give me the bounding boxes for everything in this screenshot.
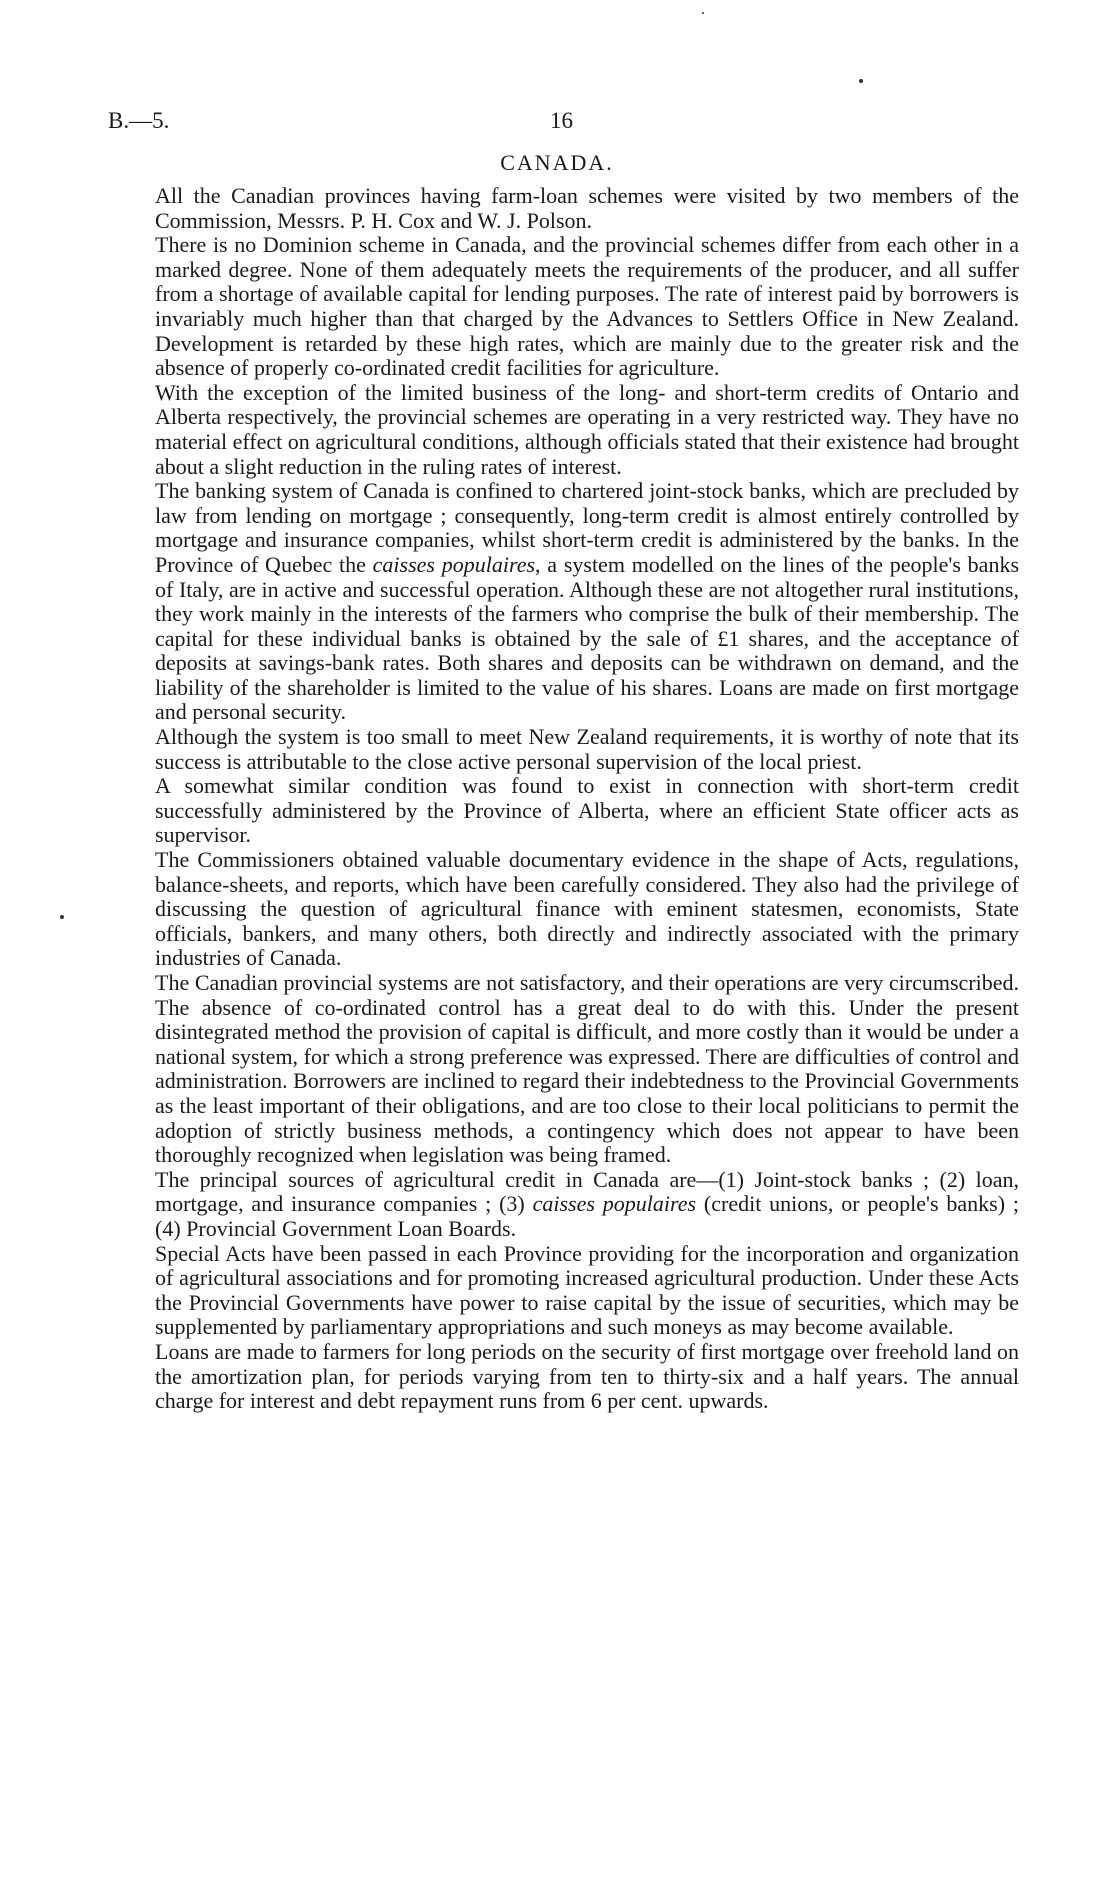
paragraph [155, 381, 1019, 479]
text-run: There is no Dominion scheme in Canada, and the provincial schemes differ from each other in a marked degree. None of them adequately meets the requirements of the producer, and all suffer from a shortage of available capital for lending purposes. The rate of interest paid by borrowers is invariably much higher than that charged by the Advances to Settlers Office in New Zealand. Development is retarded by these high rates, which are mainly due to the greater risk and the absence of properly co-ordinated credit facilities for agriculture. [155, 232, 1019, 381]
italic-text: caisses populaires [372, 551, 536, 577]
paragraph [155, 1168, 1019, 1242]
paragraph [155, 233, 1019, 381]
page-number: 16 [550, 108, 573, 133]
speck-mark [859, 79, 863, 83]
paragraph [155, 774, 1019, 848]
section-title: CANADA. [500, 150, 614, 175]
paragraph [155, 479, 1019, 725]
text-run: The Canadian provincial systems are not satisfactory, and their operations are very circumscribed. The absence of co-ordinated control has a great deal to do with this. Under the present disintegrated method the provision of capital is difficult, and more costly than it would be under a national system, for which a strong preference was expressed. There are difficulties of control and administration. Borrowers are inclined to regard their indebtedness to the Provincial Governments as the least important of their obligations, and are too close to their local politicians to permit the adoption of strictly business methods, a contingency which does not appear to have been thoroughly recognized when legislation was being framed. [155, 970, 1019, 1168]
text-run: A somewhat similar condition was found to exist in connection with short-term credit successfully administered by the Province of Alberta, where an efficient State officer acts as supervisor. [155, 773, 1019, 848]
document-body [155, 184, 1019, 1414]
speck-mark [702, 12, 704, 14]
text-run: Although the system is too small to meet New Zealand requirements, it is worthy of note that its success is attributable to the close active personal supervision of the local priest. [155, 724, 1019, 774]
paragraph [155, 184, 1019, 233]
text-run: Special Acts have been passed in each Province providing for the incorporation and organization of agricultural associations and for promoting increased agricultural production. Under these Acts the Provincial Governments have power to raise capital by the issue of securities, which may be supplemented by parliamentary appropriations and such moneys as may become available. [155, 1240, 1019, 1340]
page-header [108, 108, 1008, 148]
paragraph [155, 971, 1019, 1168]
text-run: (credit unions, or people's banks) ; (4) Provincial Government Loan Boards. [155, 1191, 1020, 1241]
text-run: All the Canadian provinces having farm-loan schemes were visited by two members of the Commission, Messrs. P. H. Cox and W. J. Polson. [155, 183, 1019, 233]
paragraph [155, 1242, 1019, 1340]
document-reference: B.—5. [108, 108, 170, 133]
text-run: Loans are made to farmers for long periods on the security of first mortgage over freehold land on the amortization plan, for periods varying from ten to thirty-six and a half years. The annual charge for interest and debt repayment runs from 6 per cent. upwards. [155, 1338, 1019, 1414]
text-run: With the exception of the limited business of the long- and short-term credits of Ontario and Alberta respectively, the provincial schemes are operating in a very restricted way. They have no material effect on agricultural conditions, although officials stated that their existence had brought about a slight reduction in the ruling rates of interest. [155, 379, 1019, 479]
italic-text: caisses populaires [532, 1191, 697, 1217]
speck-mark [60, 915, 64, 919]
text-run: , a system modelled on the lines of the people's banks of Italy, are in active and successful operation. Although these are not altogether rural institutions, they work mainly in the interests of the farmers who comprise the bulk of their membership. The capital for these individual banks is obtained by the sale of £1 shares, and the acceptance of deposits at savings-bank rates. Both shares and deposits can be withdrawn on demand, and the liability of the shareholder is limited to the value of his shares. Loans are made on first mortgage and personal security. [155, 551, 1020, 725]
text-run: The banking system of Canada is confined to chartered joint-stock banks, which are precluded by law from lending on mortgage ; consequently, long-term credit is almost entirely controlled by mortgage and insurance companies, whilst short-term credit is administered by the banks. In the Province of Quebec the [155, 478, 1019, 577]
paragraph [155, 725, 1019, 774]
paragraph [155, 848, 1019, 971]
text-run: The principal sources of agricultural credit in Canada are—(1) Joint-stock banks ; (2) loan, mortgage, and insurance companies ; (3) [155, 1166, 1019, 1217]
paragraph [155, 1340, 1019, 1414]
text-run: The Commissioners obtained valuable documentary evidence in the shape of Acts, regulations, balance-sheets, and reports, which have been carefully considered. They also had the privilege of discussing the question of agricultural finance with eminent statesmen, economists, State officials, bankers, and many others, both directly and indirectly associated with the primary industries of Canada. [155, 847, 1019, 971]
